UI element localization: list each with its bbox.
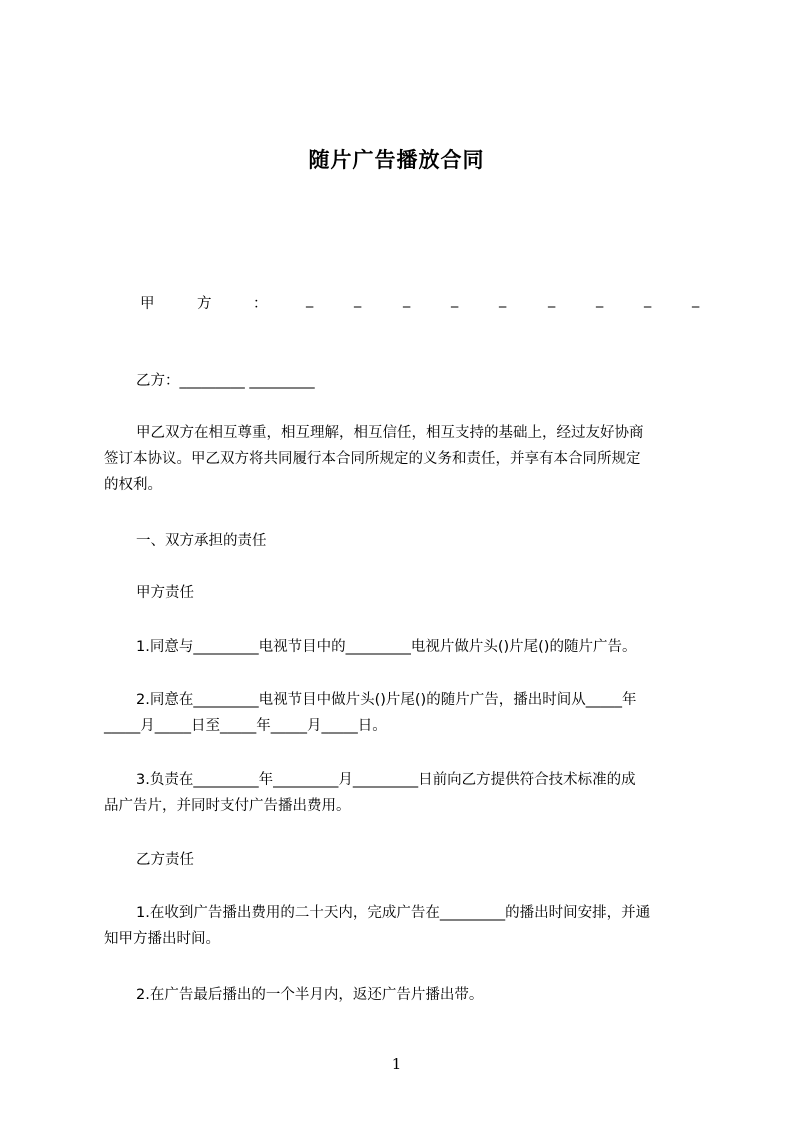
document-title: 随片广告播放合同 bbox=[308, 148, 485, 172]
section-heading: 一、双方承担的责任 bbox=[136, 533, 267, 549]
page-number: 1 bbox=[391, 1055, 402, 1073]
party-a-blank: _ bbox=[354, 292, 362, 308]
party-b-line: 乙方：_________ _________ bbox=[136, 373, 315, 389]
party-a-blank: _ bbox=[306, 292, 314, 308]
clause-a-3: 3.负责在_________年_________月_________日前向乙方提供符合技术标准的成 bbox=[136, 772, 636, 788]
party-a-blank: _ bbox=[692, 292, 700, 308]
clause-a-2-cont: _____月_____日至_____年_____月_____日。 bbox=[104, 718, 387, 734]
preamble-line: 签订本协议。甲乙双方将共同履行本合同所规定的义务和责任，并享有本合同所规定 bbox=[104, 451, 641, 467]
clause-b-1-cont: 知甲方播出时间。 bbox=[104, 931, 220, 947]
party-a-colon: ： bbox=[253, 296, 268, 312]
party-a-blank: _ bbox=[548, 292, 556, 308]
party-a-duties-heading: 甲方责任 bbox=[136, 585, 194, 601]
party-a-blank: _ bbox=[451, 292, 459, 308]
party-a-blank: _ bbox=[644, 292, 652, 308]
party-a-blank: _ bbox=[596, 292, 604, 308]
clause-a-2: 2.同意在_________电视节目中做片头()片尾()的随片广告，播出时间从_____年 bbox=[136, 692, 637, 708]
preamble-line: 甲乙双方在相互尊重，相互理解，相互信任，相互支持的基础上，经过友好协商 bbox=[136, 425, 644, 441]
clause-b-1: 1.在收到广告播出费用的二十天内，完成广告在_________的播出时间安排，并通 bbox=[136, 905, 651, 921]
party-a-blank: _ bbox=[499, 292, 507, 308]
clause-a-1: 1.同意与_________电视节目中的_________电视片做片头()片尾()的随片广告。 bbox=[136, 639, 637, 655]
party-b-duties-heading: 乙方责任 bbox=[136, 852, 194, 868]
clause-b-2: 2.在广告最后播出的一个半月内，返还广告片播出带。 bbox=[136, 987, 484, 1003]
party-a-label-1: 甲 bbox=[140, 296, 155, 312]
clause-a-3-cont: 品广告片，并同时支付广告播出费用。 bbox=[104, 798, 351, 814]
party-a-label-2: 方 bbox=[197, 296, 212, 312]
preamble-line: 的权利。 bbox=[104, 477, 162, 493]
party-a-blank: _ bbox=[403, 292, 411, 308]
